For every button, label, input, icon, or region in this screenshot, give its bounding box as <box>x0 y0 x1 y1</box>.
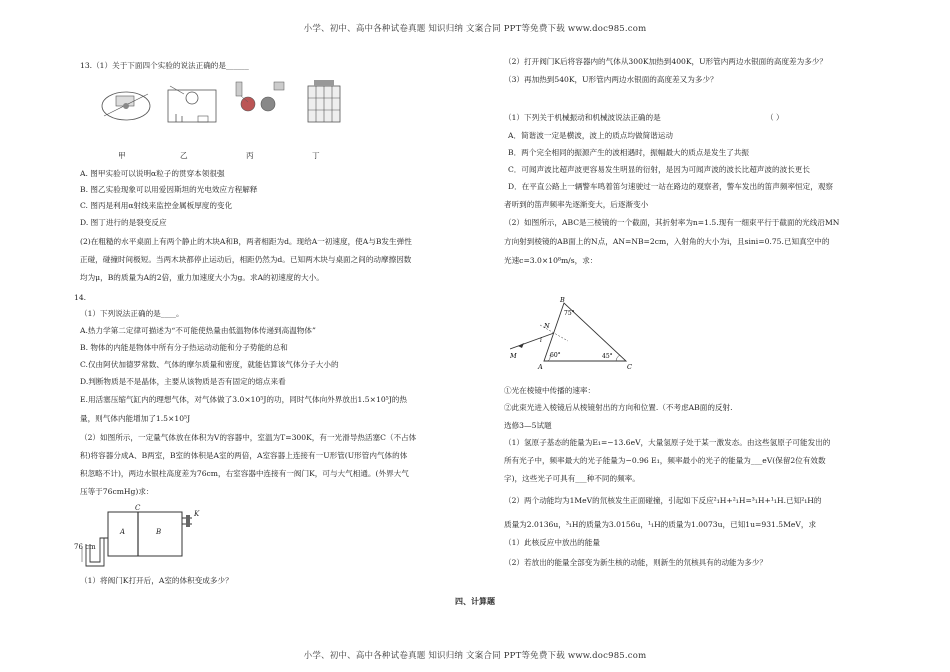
q15-option-b: B．两个完全相同的振源产生的波相遇时，振幅最大的质点是发生了共振 <box>508 148 749 157</box>
label-height: 76 cm <box>74 543 96 551</box>
caption-jia: 甲 <box>118 151 126 160</box>
q16-part1-line3: 字)，这些光子可具有___种不同的频率。 <box>504 474 640 483</box>
caption-yi: 乙 <box>180 151 188 160</box>
q14-option-d: D.判断物质是不是晶体，主要从该物质是否有固定的熔点来看 <box>80 377 286 386</box>
q16-part2-line1: （2）两个动能均为1MeV的氘核发生正面碰撞，引起如下反应²₁H+²₁H=³₁H+¹₁H.已知²₁H的 <box>504 496 822 505</box>
caption-ding: 丁 <box>312 151 320 160</box>
q13-part2-line1: (2)在粗糙的水平桌面上有两个静止的木块A和B，两者相距为d。现给A一初速度，使A与B发生弹性 <box>80 237 412 246</box>
prism-label-a: A <box>538 363 543 371</box>
prism-angle-75: 75° <box>564 310 575 317</box>
q15-option-a: A．简谐波一定是横波，波上的质点均做简谐运动 <box>508 131 673 140</box>
caption-bing: 丙 <box>246 151 254 160</box>
label-c: C <box>135 504 141 512</box>
q14-part1: （1）下列说法正确的是____。 <box>80 309 184 318</box>
q14-part2-line4: 压等于76cmHg)求： <box>80 487 154 496</box>
q14-sub3: （3）再加热到540K，U形管内两边水银面的高度差又为多少？ <box>504 75 718 84</box>
q14-option-e-line2: 量，则气体内能增加了1.5×10⁵J <box>80 414 191 423</box>
page-header: 小学、初中、高中各种试卷真题 知识归纳 文案合同 PPT等免费下载 www.doc985.com <box>303 24 647 34</box>
q13-option-b: B. 图乙实验现象可以用爱因斯坦的光电效应方程解释 <box>80 185 258 194</box>
figure-bing <box>236 82 284 111</box>
q15-option-d-line2: 者听到的笛声频率先逐渐变大，后逐渐变小 <box>504 200 649 209</box>
label-b: B <box>156 528 162 536</box>
q14-part2-line1: （2）如图所示，一定量气体放在体积为V的容器中，室温为T=300K，有一光滑导热活塞C（不占体 <box>80 433 417 442</box>
prism-angle-45: 45° <box>602 353 613 360</box>
q16-sub2: （2）若放出的能量全部变为新生核的动能，则新生的氘核具有的动能为多少？ <box>504 558 768 567</box>
q16-part1-line1: （1）氢原子基态的能量为E₁=−13.6eV，大量氢原子处于某一激发态。由这些氢原子可能发出的 <box>504 438 831 447</box>
label-a: A <box>120 528 126 536</box>
q13-part2-line2: 正碰，碰撞时间极短。当两木块都停止运动后，相距仍然为d。已知两木块与桌面之间的动摩擦因数 <box>80 255 412 264</box>
q14-option-a: A.热力学第二定律可描述为“不可能使热量由低温物体传递到高温物体” <box>80 326 316 335</box>
q16-sub1: （1）此核反应中放出的能量 <box>504 538 600 547</box>
q14-sub1: （1）将阀门K打开后，A室的体积变成多少？ <box>80 576 233 585</box>
prism-label-b: B <box>560 297 565 304</box>
q15-part1: （1）下列关于机械振动和机械波说法正确的是 <box>504 113 661 122</box>
prism-label-n: N <box>544 322 550 330</box>
q14-option-b: B. 物体的内能是物体中所有分子热运动动能和分子势能的总和 <box>80 343 288 352</box>
q16-part2-line2: 质量为2.0136u，³₁H的质量为3.0156u，¹₁H的质量为1.0073u，已知1u=931.5MeV，求 <box>504 520 817 529</box>
q15-part2-line2: 方向射到棱镜的AB面上的N点，AN=NB=2cm，入射角的大小为i，且sini=0.75.已知真空中的 <box>504 237 830 246</box>
q13-option-c: C. 图丙是利用α射线来监控金属板厚度的变化 <box>80 201 233 210</box>
q14-option-c: C.仅由阿伏加德罗常数、气体的摩尔质量和密度，就能估算该气体分子大小的 <box>80 360 339 369</box>
prism-diagram <box>510 297 640 377</box>
prism-label-m: M <box>510 352 517 360</box>
q13-part2-line3: 均为μ，B的质量为A的2倍，重力加速度大小为g。求A的初速度的大小。 <box>80 273 324 282</box>
q16-title: 选修3—5试题 <box>504 421 552 430</box>
q13-option-d: D. 图丁进行的是裂变反应 <box>80 218 167 227</box>
prism-angle-60: 60° <box>550 352 561 359</box>
q14-part2-line3: 积忽略不计)，两边水银柱高度差为76cm，右室容器中连接有一阀门K，可与大气相通。(外界大气 <box>80 469 409 478</box>
q15-part2-line3: 光速c=3.0×10⁸m/s，求： <box>504 256 598 265</box>
section-title: 四、计算题 <box>455 597 495 606</box>
container-diagram <box>80 504 210 570</box>
q14-sub2: （2）打开阀门K后将容器内的气体从300K加热到400K，U形管内两边水银面的高度差为多少？ <box>504 57 828 66</box>
q13-option-a: A. 图甲实验可以说明α粒子的贯穿本领很强 <box>80 169 225 178</box>
q15-sub2: ②此束光进入棱镜后从棱镜射出的方向和位置.（不考虑AB面的反射. <box>504 403 733 412</box>
q15-option-c: C．可闻声波比超声波更容易发生明显的衍射，是因为可闻声波的波长比超声波的波长更长 <box>508 165 810 174</box>
prism-label-i: i <box>540 337 542 344</box>
page-footer: 小学、初中、高中各种试卷真题 知识归纳 文案合同 PPT等免费下载 www.doc985.com <box>303 651 647 661</box>
figure-yi <box>168 86 216 122</box>
q15-answer-paren: （ ） <box>766 113 784 122</box>
q15-part2-line1: （2）如图所示，ABC是三棱镜的一个截面，其折射率为n=1.5.现有一细束平行于截面的光线沿MN <box>504 218 840 227</box>
label-k: K <box>194 510 200 518</box>
q13-part1: 13.（1）关于下面四个实验的说法正确的是______ <box>80 61 249 70</box>
q15-option-d-line1: D．在平直公路上一辆警车鸣着笛匀速驶过一站在路边的观察者，警车发出的笛声频率恒定，观察 <box>508 182 834 191</box>
q16-part1-line2: 所有光子中，频率最大的光子能量为−0.96 E₁，频率最小的光子的能量为___eV(保留2位有效数 <box>504 456 826 465</box>
q14-part2-line2: 积)将容器分成A、B两室，B室的体积是A室的两倍，A室容器上连接有一U形管(U形管内气体的体 <box>80 451 408 460</box>
q14-option-e-line1: E.用活塞压缩气缸内的理想气体，对气体做了3.0×10⁵J的功，同时气体向外界放出1.5×10⁵J的热 <box>80 395 407 404</box>
figure-ding <box>308 80 340 122</box>
experiment-figures <box>98 76 348 136</box>
figure-jia <box>102 92 150 120</box>
q14-number: 14. <box>74 293 87 302</box>
q15-sub1: ①光在棱镜中传播的速率： <box>504 386 596 395</box>
prism-label-c: C <box>627 363 632 371</box>
